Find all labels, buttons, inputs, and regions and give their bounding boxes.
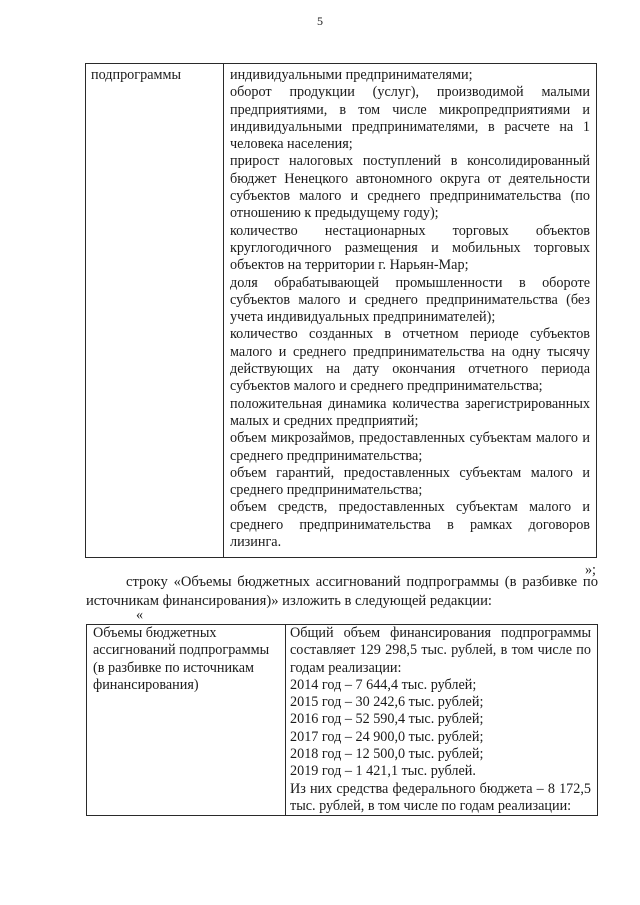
table-row bbox=[86, 64, 597, 558]
table-left-cell bbox=[86, 64, 224, 558]
indicator-line: количество нестационарных торговых объектов круглогодичного размещения и мобильных торговых объектов на территории г. Нарьян-Мар; bbox=[230, 222, 590, 274]
table-right-cell bbox=[224, 64, 597, 558]
funding-line: 2019 год – 1 421,1 тыс. рублей. bbox=[290, 763, 476, 780]
indicator-line: количество созданных в отчетном периоде субъектов малого и среднего предпринимательства на одну тысячу действующих на дату окончания отчетного периода субъектов малого и среднего предпринимательства; bbox=[230, 326, 590, 395]
left-cell-text: подпрограммы bbox=[91, 67, 181, 83]
indicator-line: оборот продукции (услуг), производимой малыми предприятиями, в том числе микропредприятиями и индивидуальными предпринимателями, в расчете на 1 человека населения; bbox=[230, 84, 590, 153]
funding-line: 2016 год – 52 590,4 тыс. рублей; bbox=[290, 711, 484, 728]
funding-line: 2014 год – 7 644,4 тыс. рублей; bbox=[290, 676, 477, 693]
page-number: 5 bbox=[317, 14, 323, 28]
funding-line: 2018 год – 12 500,0 тыс. рублей; bbox=[290, 746, 484, 763]
indicator-line: объем средств, предоставленных субъектам малого и среднего предпринимательства в рамках договоров лизинга. bbox=[230, 499, 590, 551]
left-cell-text: Объемы бюджетных ассигнований подпрограммы (в разбивке по источникам финансирования) bbox=[93, 625, 270, 693]
indicator-line: объем гарантий, предоставленных субъектам малого и среднего предпринимательства; bbox=[230, 464, 590, 499]
funding-line: 2017 год – 24 900,0 тыс. рублей; bbox=[290, 728, 484, 745]
indicator-line: прирост налоговых поступлений в консолидированный бюджет Ненецкого автономного округа от деятельности субъектов малого и среднего предпринимательства (по отношению к предыдущему году); bbox=[230, 153, 590, 222]
closing-quote: »; bbox=[584, 562, 596, 578]
indicator-line: доля обрабатывающей промышленности в обороте субъектов малого и среднего предпринимательства (без учета индивидуальных предпринимателей); bbox=[230, 274, 590, 326]
indicator-line: положительная динамика количества зарегистрированных малых и средних предприятий; bbox=[230, 395, 590, 429]
indicator-line: индивидуальными предпринимателями; bbox=[230, 67, 473, 83]
funding-table bbox=[86, 624, 598, 816]
funding-line: Из них средства федерального бюджета – 8 172,5 тыс. рублей, в том числе по годам реализации: bbox=[290, 780, 591, 814]
table-left-cell bbox=[87, 625, 286, 816]
funding-line: 2015 год – 30 242,6 тыс. рублей; bbox=[290, 694, 484, 711]
indicators-table bbox=[85, 63, 597, 558]
indicator-line: объем микрозаймов, предоставленных субъектам малого и среднего предпринимательства; bbox=[230, 430, 590, 464]
opening-quote: « bbox=[136, 607, 144, 623]
table-right-cell bbox=[286, 625, 598, 816]
funding-line: Общий объем финансирования подпрограммы составляет 129 298,5 тыс. рублей, в том числе по годам реализации: bbox=[290, 625, 591, 676]
instruction-paragraph bbox=[86, 573, 598, 611]
table-row bbox=[87, 625, 598, 816]
instruction-text: строку «Объемы бюджетных ассигнований подпрограммы (в разбивке по источникам финансирования)» изложить в следующей редакции: bbox=[86, 574, 598, 609]
